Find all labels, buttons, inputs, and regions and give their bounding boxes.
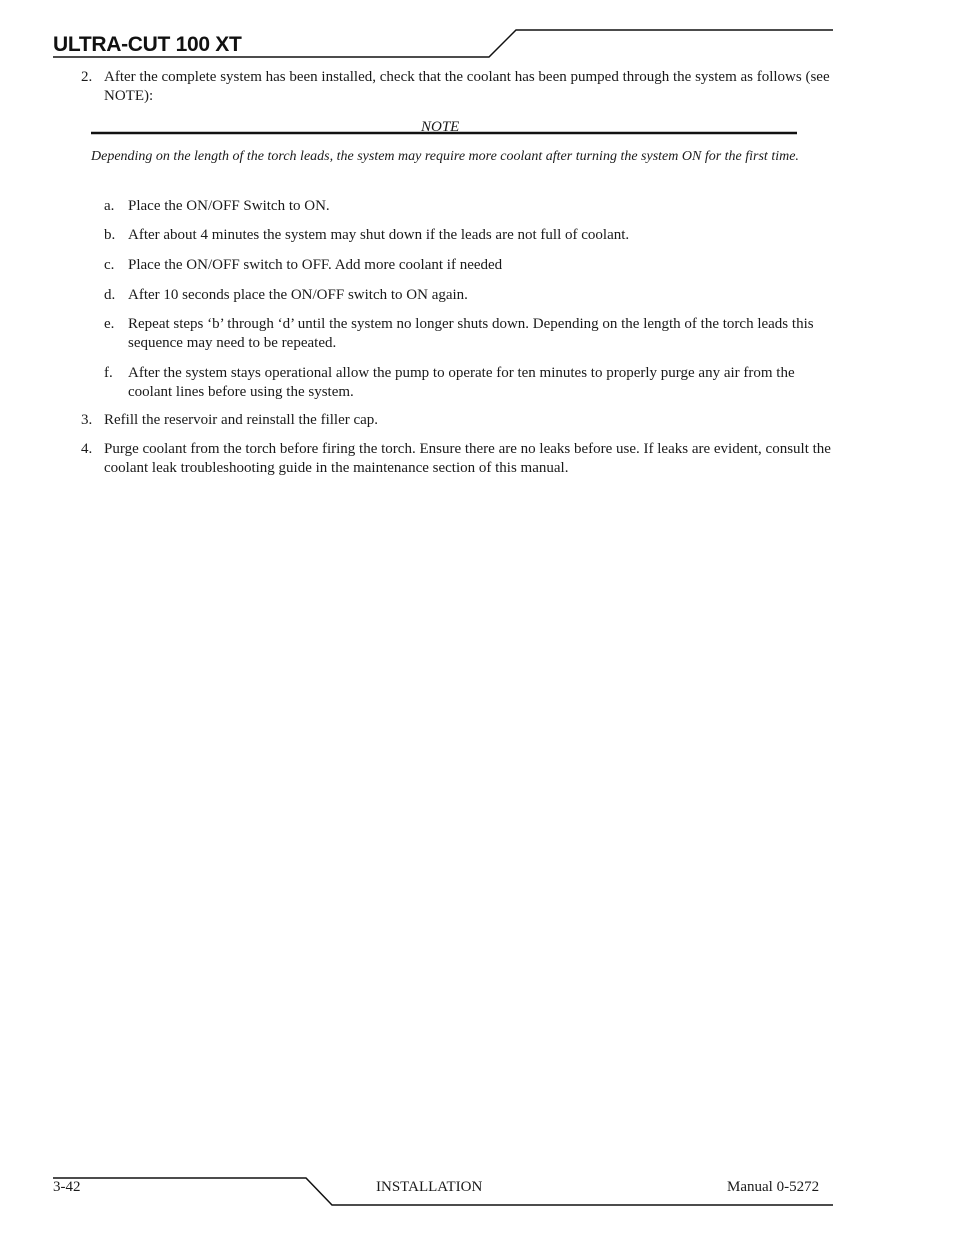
substep-letter: f. <box>104 365 113 381</box>
step-text: Refill the reservoir and reinstall the filler cap. <box>104 412 379 428</box>
step-text: Purge coolant from the torch before firing the torch. Ensure there are no leaks before use. If leaks are evident, consult the coolant leak troubleshooting guide in the maintenance section of this manual. <box>104 441 831 476</box>
substep-d <box>104 286 841 305</box>
note-title: NOTE <box>421 119 460 135</box>
step-number: 2. <box>81 69 93 85</box>
step-2 <box>81 68 841 106</box>
substep-text: Place the ON/OFF Switch to ON. <box>128 198 330 214</box>
substep-text: After about 4 minutes the system may shut down if the leads are not full of coolant. <box>128 227 630 243</box>
section-name: INSTALLATION <box>376 1179 483 1195</box>
substep-text: After 10 seconds place the ON/OFF switch to ON again. <box>128 287 468 303</box>
substep-c <box>104 256 841 275</box>
substep-text: Place the ON/OFF switch to OFF. Add more coolant if needed <box>128 257 503 273</box>
substep-text: Repeat steps ‘b’ through ‘d’ until the system no longer shuts down. Depending on the length of the torch leads this sequence may need to be repeated. <box>128 316 814 351</box>
step-4 <box>81 440 841 478</box>
manual-title: ULTRA-CUT 100 XT <box>53 33 242 56</box>
substep-letter: c. <box>104 257 115 273</box>
substep-letter: e. <box>104 316 115 332</box>
step-number: 4. <box>81 441 93 457</box>
substep-text: After the system stays operational allow the pump to operate for ten minutes to properly purge any air from the coolant lines before using the system. <box>128 365 795 400</box>
substep-a <box>104 197 841 216</box>
substep-f <box>104 364 841 402</box>
substep-letter: d. <box>104 287 116 303</box>
substep-letter: b. <box>104 227 116 243</box>
substep-letter: a. <box>104 198 115 214</box>
step-text: After the complete system has been installed, check that the coolant has been pumped through the system as follows (see NOTE): <box>104 69 830 104</box>
manual-number: Manual 0-5272 <box>727 1179 820 1195</box>
note-text: Depending on the length of the torch leads, the system may require more coolant after turning the system ON for the first time. <box>91 149 799 164</box>
substep-b <box>104 226 841 245</box>
step-number: 3. <box>81 412 93 428</box>
page-number: 3-42 <box>53 1179 81 1195</box>
step-3 <box>81 411 841 430</box>
substep-e <box>104 315 841 353</box>
